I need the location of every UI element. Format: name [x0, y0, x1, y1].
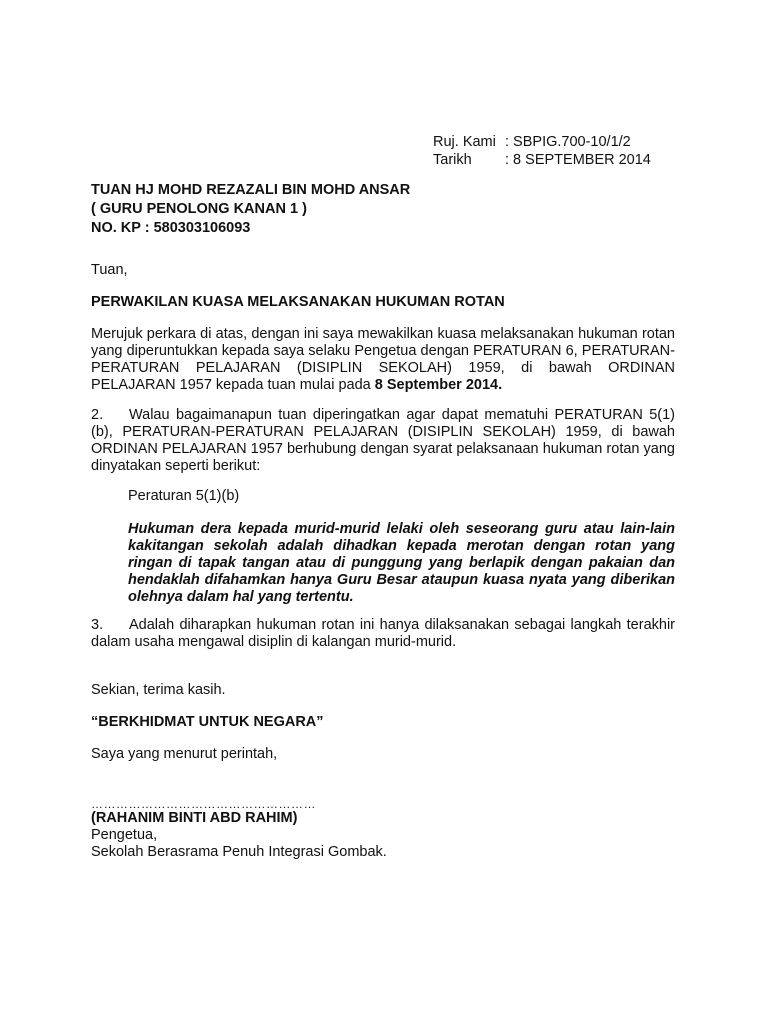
- paragraph-1-text: Merujuk perkara di atas, dengan ini saya mewakilkan kuasa melaksanakan hukuman rotan yang diperuntukkan kepada saya selaku Pengetua dengan PERATURAN 6, PERATURAN-PERATURAN PELAJARAN (DISIPLIN SEKOLAH) 1959, di bawah ORDINAN PELAJARAN 1957 kepada tuan mulai pada: [91, 326, 675, 393]
- yours-obediently: Saya yang menurut perintah,: [91, 746, 278, 762]
- signer-title: Pengetua,: [91, 827, 158, 843]
- paragraph-1-effective-date: 8 September 2014.: [374, 377, 503, 393]
- addressee-block: [91, 181, 410, 238]
- signature-line: ………………………………………………: [91, 797, 316, 811]
- reference-number-row: [433, 133, 651, 151]
- paragraph-2: [91, 407, 675, 475]
- date-value: : 8 SEPTEMBER 2014: [505, 152, 651, 168]
- signer-block: [91, 810, 387, 861]
- signer-school: Sekolah Berasrama Penuh Integrasi Gombak.: [91, 844, 387, 860]
- paragraph-3: [91, 617, 675, 651]
- regulation-quote: Hukuman dera kepada murid-murid lelaki oleh seseorang guru atau lain-lain kakitangan sekolah adalah dihadkan kepada merotan dengan rotan yang ringan di tapak tangan atau di punggung yang berlapik dengan pakaian dan hendaklah difahamkan hanya Guru Besar ataupun kuasa nyata yang diberikan olehnya dalam hal yang tertentu.: [128, 521, 675, 605]
- reference-label: Ruj. Kami: [433, 134, 496, 150]
- paragraph-2-text: Walau bagaimanapun tuan diperingatkan agar dapat mematuhi PERATURAN 5(1)(b), PERATURAN-PERATURAN PELAJARAN (DISIPLIN SEKOLAH) 1959, di bawah ORDINAN PELAJARAN 1957 berhubung dengan syarat pelaksanaan hukuman rotan yang dinyatakan seperti berikut:: [91, 407, 675, 474]
- addressee-ic: NO. KP : 580303106093: [91, 220, 251, 236]
- salutation: Tuan,: [91, 262, 128, 278]
- date-row: [433, 151, 651, 169]
- paragraph-3-number: 3.: [91, 617, 104, 633]
- paragraph-3-text: Adalah diharapkan hukuman rotan ini hanya dilaksanakan sebagai langkah terakhir dalam usaha mengawal disiplin di kalangan murid-murid.: [91, 617, 675, 650]
- paragraph-1: [91, 326, 675, 394]
- addressee-name: TUAN HJ MOHD REZAZALI BIN MOHD ANSAR: [91, 182, 411, 198]
- reference-block: [433, 133, 651, 169]
- reference-value: : SBPIG.700-10/1/2: [505, 134, 631, 150]
- letter-subject: PERWAKILAN KUASA MELAKSANAKAN HUKUMAN ROTAN: [91, 294, 505, 310]
- addressee-position: ( GURU PENOLONG KANAN 1 ): [91, 201, 307, 217]
- signer-name: (RAHANIM BINTI ABD RAHIM): [91, 810, 298, 826]
- date-label: Tarikh: [433, 152, 472, 168]
- paragraph-2-number: 2.: [91, 407, 104, 423]
- closing-remark: Sekian, terima kasih.: [91, 682, 226, 698]
- motto: “BERKHIDMAT UNTUK NEGARA”: [91, 714, 324, 730]
- regulation-title: Peraturan 5(1)(b): [128, 488, 240, 504]
